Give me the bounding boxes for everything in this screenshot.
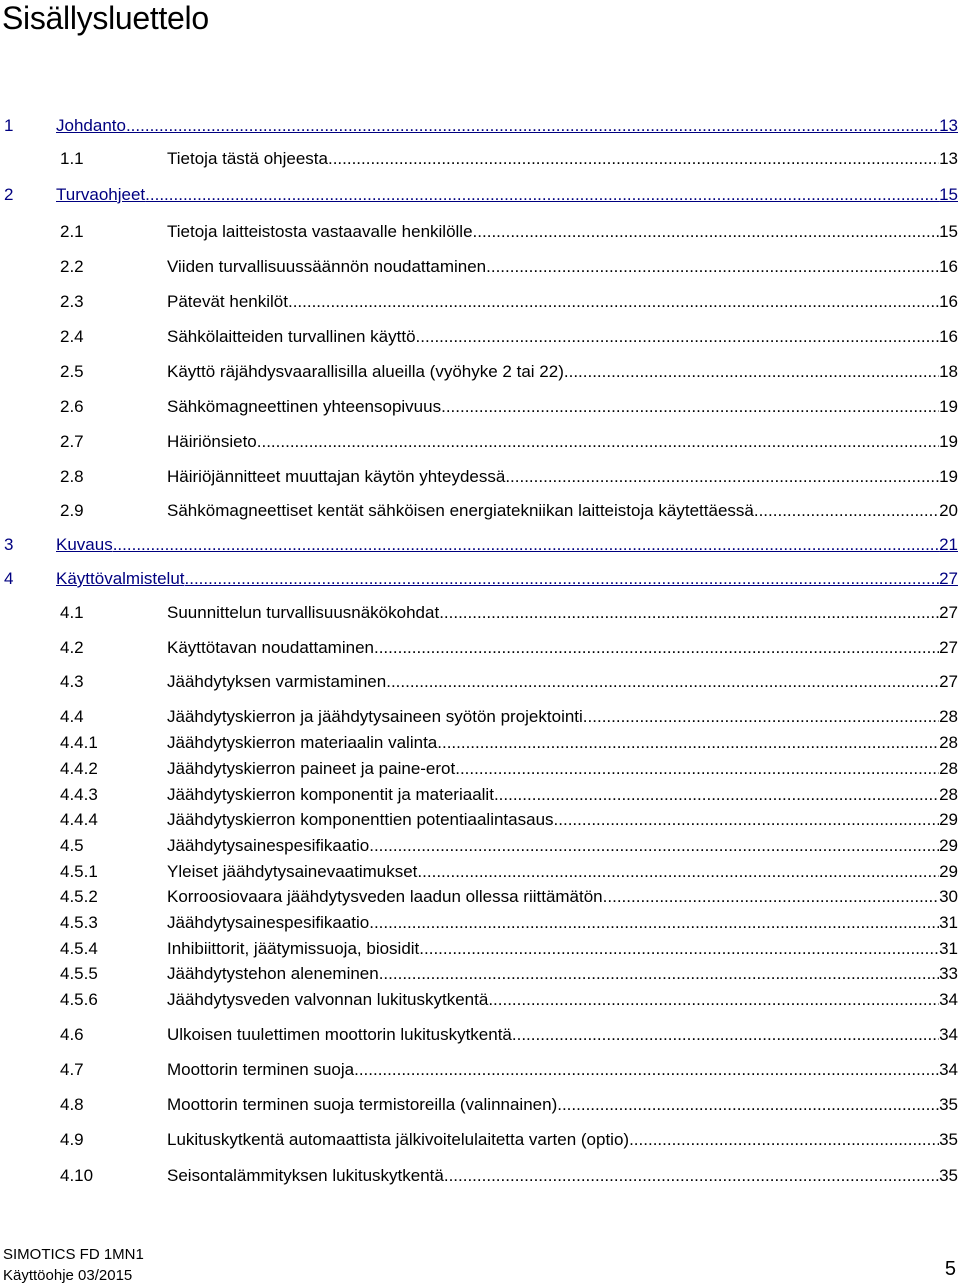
toc-leader-dots bbox=[488, 988, 939, 1012]
toc-entry[interactable] bbox=[0, 783, 960, 807]
toc-entry-page: 27 bbox=[939, 672, 958, 691]
toc-entry-label: Inhibiittorit, jäätymissuoja, biosidit bbox=[167, 939, 420, 958]
toc-entry-page: 19 bbox=[939, 432, 958, 451]
toc-entry-page: 34 bbox=[939, 1025, 958, 1044]
toc-entry[interactable] bbox=[0, 1128, 960, 1152]
toc-leader-dots bbox=[441, 395, 939, 419]
toc-entry-number: 1.1 bbox=[60, 149, 84, 168]
toc-entry-page: 16 bbox=[939, 327, 958, 346]
toc-entry-label: Jäähdytyksen varmistaminen bbox=[167, 672, 387, 691]
toc-leader-dots bbox=[557, 1093, 939, 1117]
toc-entry-link[interactable] bbox=[167, 757, 958, 781]
toc-entry[interactable] bbox=[0, 860, 960, 884]
toc-leader-dots bbox=[473, 220, 940, 244]
toc-entry-number: 4.4.4 bbox=[60, 810, 98, 829]
toc-leader-dots bbox=[145, 183, 939, 207]
toc-entry-number: 4.3 bbox=[60, 672, 84, 691]
toc-entry-number: 4.5 bbox=[60, 836, 84, 855]
toc-entry-number: 1 bbox=[4, 116, 14, 135]
toc-entry-link[interactable] bbox=[167, 808, 958, 832]
toc-entry-number: 2.9 bbox=[60, 501, 84, 520]
toc-leader-dots bbox=[494, 783, 939, 807]
toc-entry-page: 29 bbox=[939, 810, 958, 829]
toc-entry-label: Kuvaus bbox=[56, 535, 113, 554]
toc-entry-label: Häiriönsieto bbox=[167, 432, 257, 451]
toc-entry-label: Viiden turvallisuussäännön noudattaminen bbox=[167, 257, 487, 276]
toc-entry[interactable] bbox=[0, 834, 960, 858]
toc-entry-page: 35 bbox=[939, 1166, 958, 1185]
toc-entry-link[interactable] bbox=[167, 731, 958, 755]
toc-entry-page: 29 bbox=[939, 836, 958, 855]
toc-entry-page: 28 bbox=[939, 733, 958, 752]
toc-leader-dots bbox=[439, 601, 939, 625]
toc-entry-label: Lukituskytkentä automaattista jälkivoitelulaitetta varten (optio) bbox=[167, 1130, 630, 1149]
toc-entry-number: 4.5.2 bbox=[60, 887, 98, 906]
toc-entry-link[interactable] bbox=[167, 147, 958, 171]
toc-entry-page: 28 bbox=[939, 785, 958, 804]
toc-entry[interactable] bbox=[0, 885, 960, 909]
toc-entry-number: 2.1 bbox=[60, 222, 84, 241]
toc-leader-dots bbox=[629, 1128, 939, 1152]
toc-entry-label: Turvaohjeet bbox=[56, 185, 146, 204]
toc-entry-page: 13 bbox=[939, 149, 958, 168]
toc-entry-number: 4.10 bbox=[60, 1166, 94, 1185]
toc-entry-label: Jäähdytyskierron ja jäähdytysaineen syötön projektointi bbox=[167, 707, 583, 726]
toc-leader-dots bbox=[437, 731, 939, 755]
toc-entry-page: 31 bbox=[939, 913, 958, 932]
toc-entry[interactable] bbox=[0, 937, 960, 961]
toc-leader-dots bbox=[417, 860, 939, 884]
toc-entry[interactable] bbox=[0, 1058, 960, 1082]
toc-entry-page: 34 bbox=[939, 1060, 958, 1079]
toc-entry-page: 15 bbox=[939, 222, 958, 241]
toc-leader-dots bbox=[419, 937, 939, 961]
toc-entry[interactable] bbox=[0, 757, 960, 781]
toc-leader-dots bbox=[185, 567, 940, 591]
toc-entry-number: 4.4.3 bbox=[60, 785, 98, 804]
toc-entry[interactable] bbox=[0, 325, 960, 349]
toc-entry-page: 20 bbox=[939, 501, 958, 520]
toc-entry-link[interactable] bbox=[56, 183, 958, 207]
toc-entry-link[interactable] bbox=[167, 255, 958, 279]
toc-leader-dots bbox=[486, 255, 939, 279]
toc-entry-link[interactable] bbox=[167, 1023, 958, 1047]
toc-entry-number: 2.8 bbox=[60, 467, 84, 486]
toc-entry-page: 28 bbox=[939, 707, 958, 726]
toc-leader-dots bbox=[603, 885, 939, 909]
toc-entry-link[interactable] bbox=[167, 1164, 958, 1188]
toc-entry-number: 2.6 bbox=[60, 397, 84, 416]
toc-entry-link[interactable] bbox=[167, 860, 958, 884]
toc-entry-number: 4.5.1 bbox=[60, 862, 98, 881]
toc-entry-link[interactable] bbox=[167, 499, 958, 523]
toc-entry-label: Sähkömagneettiset kentät sähköisen energiatekniikan laitteistoja käytettäessä bbox=[167, 501, 754, 520]
toc-entry[interactable] bbox=[0, 705, 960, 729]
toc-entry-number: 4.4.1 bbox=[60, 733, 98, 752]
toc-entry-number: 4.8 bbox=[60, 1095, 84, 1114]
toc-entry-link[interactable] bbox=[167, 325, 958, 349]
toc-entry-label: Tietoja laitteistosta vastaavalle henkilölle bbox=[167, 222, 473, 241]
toc-entry[interactable] bbox=[0, 636, 960, 660]
toc-leader-dots bbox=[583, 705, 939, 729]
toc-entry-page: 27 bbox=[939, 569, 958, 588]
toc-leader-dots bbox=[126, 114, 939, 138]
toc-leader-dots bbox=[754, 499, 939, 523]
toc-entry[interactable] bbox=[0, 1164, 960, 1188]
toc-leader-dots bbox=[444, 1164, 939, 1188]
toc-entry-link[interactable] bbox=[167, 783, 958, 807]
toc-entry-number: 2.7 bbox=[60, 432, 84, 451]
toc-entry-link[interactable] bbox=[56, 533, 958, 557]
toc-entry-page: 16 bbox=[939, 257, 958, 276]
toc-leader-dots bbox=[379, 962, 939, 986]
toc-entry[interactable] bbox=[0, 533, 960, 557]
toc-leader-dots bbox=[257, 430, 939, 454]
toc-entry[interactable] bbox=[0, 808, 960, 832]
toc-entry[interactable] bbox=[0, 114, 960, 138]
toc-leader-dots bbox=[505, 465, 939, 489]
toc-entry-label: Jäähdytysainespesifikaatio bbox=[167, 913, 370, 932]
toc-entry-number: 2 bbox=[4, 185, 14, 204]
toc-entry-number: 4.1 bbox=[60, 603, 84, 622]
toc-entry-page: 34 bbox=[939, 990, 958, 1009]
toc-entry-page: 16 bbox=[939, 292, 958, 311]
toc-entry-number: 2.5 bbox=[60, 362, 84, 381]
toc-entry-label: Käyttövalmistelut bbox=[56, 569, 185, 588]
toc-entry-label: Jäähdytyskierron paineet ja paine-erot bbox=[167, 759, 456, 778]
toc-entry-number: 4.5.4 bbox=[60, 939, 98, 958]
toc-leader-dots bbox=[554, 808, 940, 832]
toc-entry[interactable] bbox=[0, 430, 960, 454]
toc-entry[interactable] bbox=[0, 601, 960, 625]
toc-entry-page: 18 bbox=[939, 362, 958, 381]
toc-leader-dots bbox=[512, 1023, 939, 1047]
toc-entry-page: 33 bbox=[939, 964, 958, 983]
page-number: 5 bbox=[944, 1258, 956, 1280]
toc-entry-number: 4.7 bbox=[60, 1060, 84, 1079]
toc-leader-dots bbox=[416, 325, 940, 349]
toc-entry-link[interactable] bbox=[167, 911, 958, 935]
toc-entry-number: 4.6 bbox=[60, 1025, 84, 1044]
toc-entry-number: 3 bbox=[4, 535, 14, 554]
toc-entry-page: 31 bbox=[939, 939, 958, 958]
toc-entry[interactable] bbox=[0, 499, 960, 523]
toc-entry[interactable] bbox=[0, 1093, 960, 1117]
toc-entry-label: Häiriöjännitteet muuttajan käytön yhteydessä bbox=[167, 467, 506, 486]
toc-entry[interactable] bbox=[0, 183, 960, 207]
toc-entry[interactable] bbox=[0, 465, 960, 489]
toc-entry-link[interactable] bbox=[56, 567, 958, 591]
toc-entry[interactable] bbox=[0, 147, 960, 171]
toc-entry-page: 13 bbox=[939, 116, 958, 135]
toc-entry-label: Jäähdytysveden valvonnan lukituskytkentä bbox=[167, 990, 489, 1009]
toc-leader-dots bbox=[354, 1058, 939, 1082]
toc-leader-dots bbox=[113, 533, 939, 557]
toc-entry-number: 4.5.6 bbox=[60, 990, 98, 1009]
toc-entry-label: Moottorin terminen suoja bbox=[167, 1060, 355, 1079]
toc-entry-label: Käyttötavan noudattaminen bbox=[167, 638, 374, 657]
toc-entry-label: Jäähdytyskierron komponentit ja materiaalit bbox=[167, 785, 494, 804]
toc-entry-label: Sähkölaitteiden turvallinen käyttö bbox=[167, 327, 416, 346]
toc-leader-dots bbox=[369, 834, 939, 858]
toc-entry-page: 35 bbox=[939, 1095, 958, 1114]
toc-entry[interactable] bbox=[0, 220, 960, 244]
toc-entry-link[interactable] bbox=[167, 1128, 958, 1152]
toc-entry-link[interactable] bbox=[167, 1093, 958, 1117]
toc-entry-link[interactable] bbox=[167, 360, 958, 384]
page-title: Sisällysluettelo bbox=[2, 0, 209, 36]
toc-entry-link[interactable] bbox=[167, 670, 958, 694]
toc-entry[interactable] bbox=[0, 1023, 960, 1047]
toc-leader-dots bbox=[374, 636, 939, 660]
toc-entry-link[interactable] bbox=[167, 290, 958, 314]
toc-entry-page: 21 bbox=[939, 535, 958, 554]
toc-entry[interactable] bbox=[0, 911, 960, 935]
toc-leader-dots bbox=[288, 290, 939, 314]
toc-entry-label: Käyttö räjähdysvaarallisilla alueilla (vyöhyke 2 tai 22) bbox=[167, 362, 564, 381]
toc-entry-number: 4.9 bbox=[60, 1130, 84, 1149]
toc-entry[interactable] bbox=[0, 255, 960, 279]
toc-entry-link[interactable] bbox=[167, 988, 958, 1012]
toc-entry-link[interactable] bbox=[167, 705, 958, 729]
toc-entry-page: 28 bbox=[939, 759, 958, 778]
toc-entry-link[interactable] bbox=[167, 395, 958, 419]
toc-leader-dots bbox=[369, 911, 939, 935]
toc-entry-link[interactable] bbox=[167, 885, 958, 909]
toc-entry[interactable] bbox=[0, 962, 960, 986]
toc-entry-page: 27 bbox=[939, 603, 958, 622]
toc-entry[interactable] bbox=[0, 567, 960, 591]
toc-entry-label: Tietoja tästä ohjeesta bbox=[167, 149, 328, 168]
toc-entry-link[interactable] bbox=[167, 937, 958, 961]
toc-entry-number: 4.5.5 bbox=[60, 964, 98, 983]
toc-entry[interactable] bbox=[0, 395, 960, 419]
toc-entry-number: 2.4 bbox=[60, 327, 84, 346]
toc-entry-label: Yleiset jäähdytysainevaatimukset bbox=[167, 862, 418, 881]
toc-entry-label: Sähkömagneettinen yhteensopivuus bbox=[167, 397, 442, 416]
toc-entry-page: 29 bbox=[939, 862, 958, 881]
toc-leader-dots bbox=[455, 757, 939, 781]
toc-entry-number: 4 bbox=[4, 569, 14, 588]
toc-leader-dots bbox=[564, 360, 939, 384]
toc-entry-label: Jäähdytyskierron materiaalin valinta bbox=[167, 733, 438, 752]
toc-entry-page: 19 bbox=[939, 397, 958, 416]
toc-entry-link[interactable] bbox=[167, 465, 958, 489]
toc-entry-link[interactable] bbox=[56, 114, 958, 138]
toc-entry-label: Suunnittelun turvallisuusnäkökohdat bbox=[167, 603, 440, 622]
toc-entry-label: Moottorin terminen suoja termistoreilla (valinnainen) bbox=[167, 1095, 558, 1114]
toc-entry[interactable] bbox=[0, 731, 960, 755]
toc-entry-link[interactable] bbox=[167, 834, 958, 858]
toc-entry-page: 30 bbox=[939, 887, 958, 906]
toc-entry-label: Jäähdytystehon aleneminen bbox=[167, 964, 379, 983]
toc-entry-number: 2.2 bbox=[60, 257, 84, 276]
footer-doc: Käyttöohje 03/2015 bbox=[3, 1267, 133, 1284]
toc-entry-page: 27 bbox=[939, 638, 958, 657]
toc-entry-label: Jäähdytyskierron komponenttien potentiaalintasaus bbox=[167, 810, 554, 829]
toc-entry-link[interactable] bbox=[167, 430, 958, 454]
toc-entry-number: 2.3 bbox=[60, 292, 84, 311]
toc-entry-page: 35 bbox=[939, 1130, 958, 1149]
toc-entry-label: Seisontalämmityksen lukituskytkentä bbox=[167, 1166, 444, 1185]
toc-leader-dots bbox=[328, 147, 939, 171]
toc-entry-label: Pätevät henkilöt bbox=[167, 292, 288, 311]
toc-entry[interactable] bbox=[0, 360, 960, 384]
toc-entry-link[interactable] bbox=[167, 220, 958, 244]
footer-product: SIMOTICS FD 1MN1 bbox=[3, 1246, 144, 1263]
toc-entry-link[interactable] bbox=[167, 1058, 958, 1082]
toc-entry-link[interactable] bbox=[167, 636, 958, 660]
toc-entry[interactable] bbox=[0, 670, 960, 694]
toc-entry-link[interactable] bbox=[167, 962, 958, 986]
toc-entry-page: 15 bbox=[939, 185, 958, 204]
toc-entry[interactable] bbox=[0, 988, 960, 1012]
toc-entry-page: 19 bbox=[939, 467, 958, 486]
toc-entry-number: 4.4.2 bbox=[60, 759, 98, 778]
toc-entry-label: Ulkoisen tuulettimen moottorin lukituskytkentä bbox=[167, 1025, 512, 1044]
toc-entry-label: Korroosiovaara jäähdytysveden laadun ollessa riittämätön bbox=[167, 887, 603, 906]
toc-entry-number: 4.4 bbox=[60, 707, 84, 726]
toc-entry-number: 4.2 bbox=[60, 638, 84, 657]
toc-leader-dots bbox=[386, 670, 939, 694]
toc-entry-number: 4.5.3 bbox=[60, 913, 98, 932]
toc-entry[interactable] bbox=[0, 290, 960, 314]
toc-entry-link[interactable] bbox=[167, 601, 958, 625]
toc-entry-label: Jäähdytysainespesifikaatio bbox=[167, 836, 370, 855]
toc-entry-label: Johdanto bbox=[56, 116, 126, 135]
